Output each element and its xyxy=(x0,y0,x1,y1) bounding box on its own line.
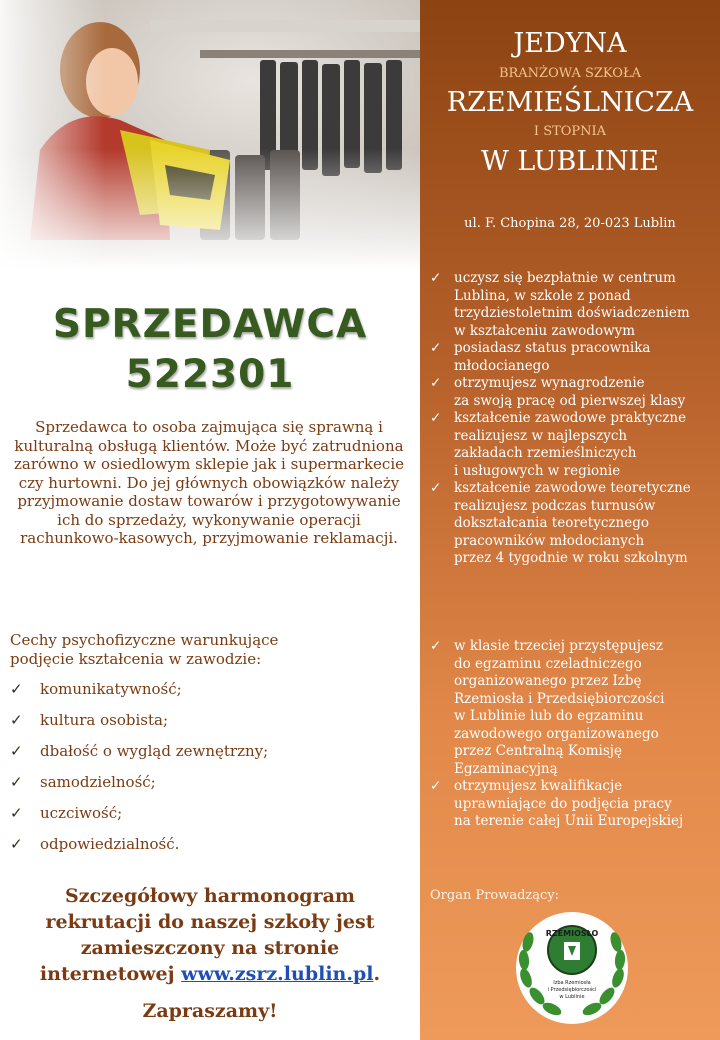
list-item xyxy=(10,711,268,742)
list-item xyxy=(430,270,715,340)
check-icon: ✓ xyxy=(430,270,442,286)
benefit-text: w klasie trzeciej przystępujesz do egzaminu czeladniczego organizowanego przez Izbę Rzemiosła i Przedsiębiorczości w Lublinie lub do egzaminu zawodowego organizowanego przez Centralną Komisję Egzaminacyjną xyxy=(454,638,665,777)
benefit-text: otrzymujesz kwalifikacje uprawniające do podjęcia pracy na terenie całej Unii Europejskiej xyxy=(454,778,684,829)
school-heading-line2: BRANŻOWA SZKOŁA xyxy=(498,66,642,81)
recruitment-prefix: internetowej xyxy=(39,963,182,985)
list-item xyxy=(430,480,715,568)
benefit-text: kształcenie zawodowe praktyczne realizujesz w najlepszych zakładach rzemieślniczych i usługowych w regionie xyxy=(454,410,687,479)
list-item xyxy=(430,375,715,410)
trait-label: uczciwość; xyxy=(40,804,123,822)
occupation-title: SPRZEDAWCA xyxy=(52,302,368,347)
recruitment-line1: Szczegółowy harmonogram xyxy=(64,885,356,907)
benefit-text: uczysz się bezpłatnie w centrum Lublina, w szkole z ponad trzydziestoletnim doświadczeniem w kształceniu zawodowym xyxy=(454,270,690,339)
list-item xyxy=(10,680,268,711)
check-icon: ✓ xyxy=(10,773,23,791)
check-icon: ✓ xyxy=(430,638,442,654)
trait-label: odpowiedzialność. xyxy=(40,835,180,853)
logo-sub1: Izba Rzemiosła xyxy=(553,980,591,986)
list-item xyxy=(430,410,715,480)
occupation-code: 522301 xyxy=(125,352,295,397)
check-icon: ✓ xyxy=(430,410,442,426)
traits-list xyxy=(10,680,268,866)
school-heading-line4: I STOPNIA xyxy=(533,124,607,139)
check-icon: ✓ xyxy=(10,742,23,760)
school-heading-line1: JEDYNA xyxy=(513,28,627,59)
list-item xyxy=(430,638,715,778)
check-icon: ✓ xyxy=(10,680,23,698)
benefit-text: posiadasz status pracownika młodocianego xyxy=(454,340,651,374)
trait-label: komunikatywność; xyxy=(40,680,182,698)
benefit-text: kształcenie zawodowe teoretyczne realizujesz podczas turnusów dokształcania teoretycznego pracowników młodocianych przez 4 tygodnie w roku szkolnym xyxy=(454,480,691,566)
recruitment-line4 xyxy=(10,961,410,987)
check-icon: ✓ xyxy=(10,835,23,853)
list-item xyxy=(10,804,268,835)
school-website-link[interactable]: www.zsrz.lublin.pl xyxy=(181,963,374,985)
check-icon: ✓ xyxy=(430,375,442,391)
check-icon: ✓ xyxy=(430,480,442,496)
occupation-description: Sprzedawca to osoba zajmująca się sprawną i kulturalną obsługą klientów. Może być zatrudniona zarówno w osiedlowym sklepie jak i supermarkecie czy hurtowni. Do jej głównych obowiązków należy przyjmowanie dostaw towarów i przygotowywanie ich do sprzedaży, wykonywanie operacji rachunkowo-kasowych, przyjmowanie reklamacji. xyxy=(14,418,404,547)
benefit-text: otrzymujesz wynagrodzenie za swoją pracę od pierwszej klasy xyxy=(454,375,686,409)
check-icon: ✓ xyxy=(10,804,23,822)
recruitment-line2: rekrutacji do naszej szkoły jest xyxy=(45,911,375,933)
traits-heading xyxy=(10,631,410,668)
check-icon: ✓ xyxy=(430,340,442,356)
check-icon: ✓ xyxy=(430,778,442,794)
list-item xyxy=(10,835,268,866)
hero-photo xyxy=(0,0,420,270)
list-item xyxy=(10,742,268,773)
chamber-logo-icon xyxy=(512,908,632,1033)
trait-label: samodzielność; xyxy=(40,773,156,791)
list-item xyxy=(430,778,715,831)
check-icon: ✓ xyxy=(10,711,23,729)
rzemioslo-logo xyxy=(512,908,632,1037)
trait-label: kultura osobista; xyxy=(40,711,168,729)
recruitment-note xyxy=(10,883,410,987)
exam-benefits-list xyxy=(430,638,715,831)
shop-assistant-image xyxy=(0,0,420,270)
traits-heading-line2: podjęcie kształcenia w zawodzie: xyxy=(10,649,262,668)
organ-label: Organ Prowadzący: xyxy=(430,888,560,903)
school-heading-line5: W LUBLINIE xyxy=(481,146,659,177)
recruitment-suffix: . xyxy=(373,963,381,985)
list-item xyxy=(10,773,268,804)
trait-label: dbałość o wygląd zewnętrzny; xyxy=(40,742,269,760)
logo-name: RZEMIOSŁO xyxy=(545,929,599,938)
list-item xyxy=(430,340,715,375)
logo-sub3: w Lublinie xyxy=(559,994,585,1000)
invitation-text: Zapraszamy! xyxy=(142,1000,278,1022)
traits-heading-line1: Cechy psychofizyczne warunkujące xyxy=(10,631,279,649)
benefits-list xyxy=(430,270,715,568)
school-heading-line3: RZEMIEŚLNICZA xyxy=(446,87,694,118)
school-address: ul. F. Chopina 28, 20-023 Lublin xyxy=(464,216,676,231)
recruitment-line3: zamieszczony na stronie xyxy=(80,937,340,959)
logo-sub2: i Przedsiębiorczości xyxy=(547,987,597,993)
